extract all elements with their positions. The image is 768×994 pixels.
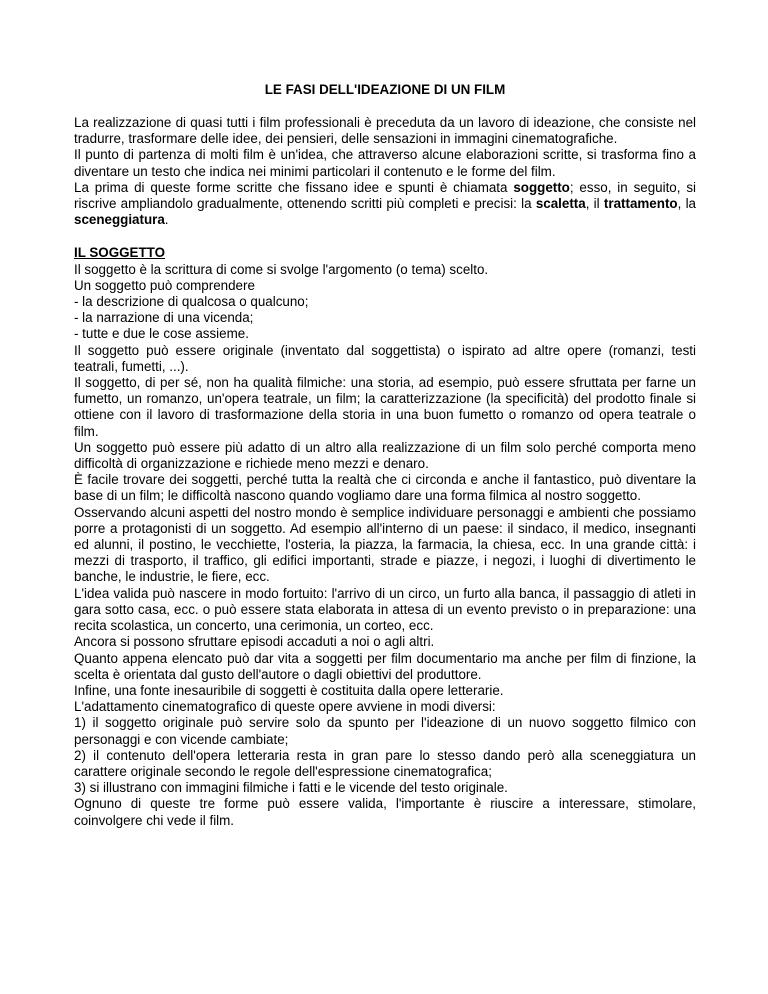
section-line: Osservando alcuni aspetti del nostro mondo è semplice individuare personaggi e ambienti che possiamo porre a protagonisti di un soggetto. Ad esempio all'interno di un paese: il sindaco, il medico, insegnanti ed alunni, il postino, le vecchiette, l'osteria, la piazza, la farmacia, la chiesa, ecc. In una grande città: i mezzi di trasporto, il traffico, gli edifici importanti, strade e piazze, i negozi, i luoghi di divertimento le banche, le industrie, le fiere, ecc. — [74, 504, 696, 585]
section-line: 1) il soggetto originale può servire solo da spunto per l'ideazione di un nuovo soggetto filmico con personaggi e con vicende cambiate; — [74, 715, 696, 747]
section-line: - la narrazione di una vicenda; — [74, 310, 254, 326]
term-sceneggiatura: sceneggiatura — [74, 212, 165, 228]
intro-paragraph-2: Il punto di partenza di molti film è un'idea, che attraverso alcune elaborazioni scritte, si trasforma fino a diventare un testo che indica nei minimi particolari il contenuto e le forme del film. — [74, 147, 696, 179]
intro-p3-text-a: La prima di queste forme scritte che fissano idee e spunti è chiamata — [74, 179, 514, 195]
section-line: Ancora si possono sfruttare episodi accaduti a noi o agli altri. — [74, 634, 435, 650]
document-title: LE FASI DELL'IDEAZIONE DI UN FILM — [264, 82, 506, 97]
section-line: Un soggetto può essere più adatto di un altro alla realizzazione di un film solo perché comporta meno difficoltà di organizzazione e richiede meno mezzi e denaro. — [74, 439, 696, 472]
section-line: Il soggetto è la scrittura di come si svolge l'argomento (o tema) scelto. — [74, 261, 489, 277]
term-trattamento: trattamento — [603, 196, 678, 212]
section-line: - tutte e due le cose assieme. — [74, 326, 249, 342]
section-line: Ognuno di queste tre forme può essere valida, l'importante è riuscire a interessare, stimolare, coinvolgere chi vede il film. — [74, 796, 696, 828]
term-soggetto: soggetto — [513, 179, 570, 195]
section-line: Il soggetto, di per sé, non ha qualità filmiche: una storia, ad esempio, può essere sfruttata per farne un fumetto, un romanzo, un'opera teatrale, un film; la caratterizzazione (la specificità) del prodotto finale si ottiene con il lavoro di trasformazione della storia in una buon fumetto o romanzo od opera teatrale o film. — [74, 375, 696, 439]
section-line: È facile trovare dei soggetti, perché tutta la realtà che ci circonda e anche il fantastico, può diventare la base di un film; le difficoltà nascono quando vogliamo dare una forma filmica al nostro soggetto. — [74, 472, 696, 504]
intro-paragraph-3 — [74, 180, 696, 229]
section-line: Infine, una fonte inesauribile di soggetti è costituita dalla opere letterarie. — [74, 682, 504, 698]
section-line: 2) il contenuto dell'opera letteraria resta in gran pare lo stesso dando però alla sceneggiatura un carattere originale secondo le regole dell'espressione cinematografica; — [74, 747, 696, 779]
intro-section — [74, 115, 696, 228]
intro-p3-text-d: , la — [677, 196, 696, 212]
section-line: Quanto appena elencato può dar vita a soggetti per film documentario ma anche per film di finzione, la scelta è orientata dal gusto dell'autore o dagli obiettivi del produttore. — [74, 650, 696, 682]
section-heading: IL SOGGETTO — [74, 245, 166, 261]
intro-p3-text-c: , il — [585, 196, 604, 212]
term-scaletta: scaletta — [535, 196, 586, 212]
section-line: L'idea valida può nascere in modo fortuito: l'arrivo di un circo, un furto alla banca, il passaggio di atleti in gara sotto casa, ecc. o può essere stata elaborata in attesa di un evento previsto o in preparazione: una recita scolastica, un concerto, una cerimonia, un corteo, ecc. — [74, 585, 696, 634]
section-line: L'adattamento cinematografico di queste opere avviene in modi diversi: — [74, 699, 496, 715]
section-body — [74, 262, 696, 829]
section-line: - la descrizione di qualcosa o qualcuno; — [74, 294, 309, 310]
intro-p3-text-e: . — [164, 212, 169, 228]
section-line: Il soggetto può essere originale (inventato dal soggettista) o ispirato ad altre opere (romanzi, testi teatrali, fumetti, ...). — [74, 342, 696, 374]
section-line: Un soggetto può comprendere — [74, 277, 255, 293]
section-line: 3) si illustrano con immagini filmiche i fatti e le vicende del testo originale. — [74, 780, 508, 796]
intro-paragraph-1: La realizzazione di quasi tutti i film professionali è preceduta da un lavoro di ideazione, che consiste nel tradurre, trasformare delle idee, dei pensieri, delle sensazioni in immagini cinematografiche. — [74, 115, 696, 147]
intro-p3-text-b: ; esso, in seguito, si riscrive ampliandolo gradualmente, ottenendo scritti più completi e precisi: la — [74, 179, 696, 212]
